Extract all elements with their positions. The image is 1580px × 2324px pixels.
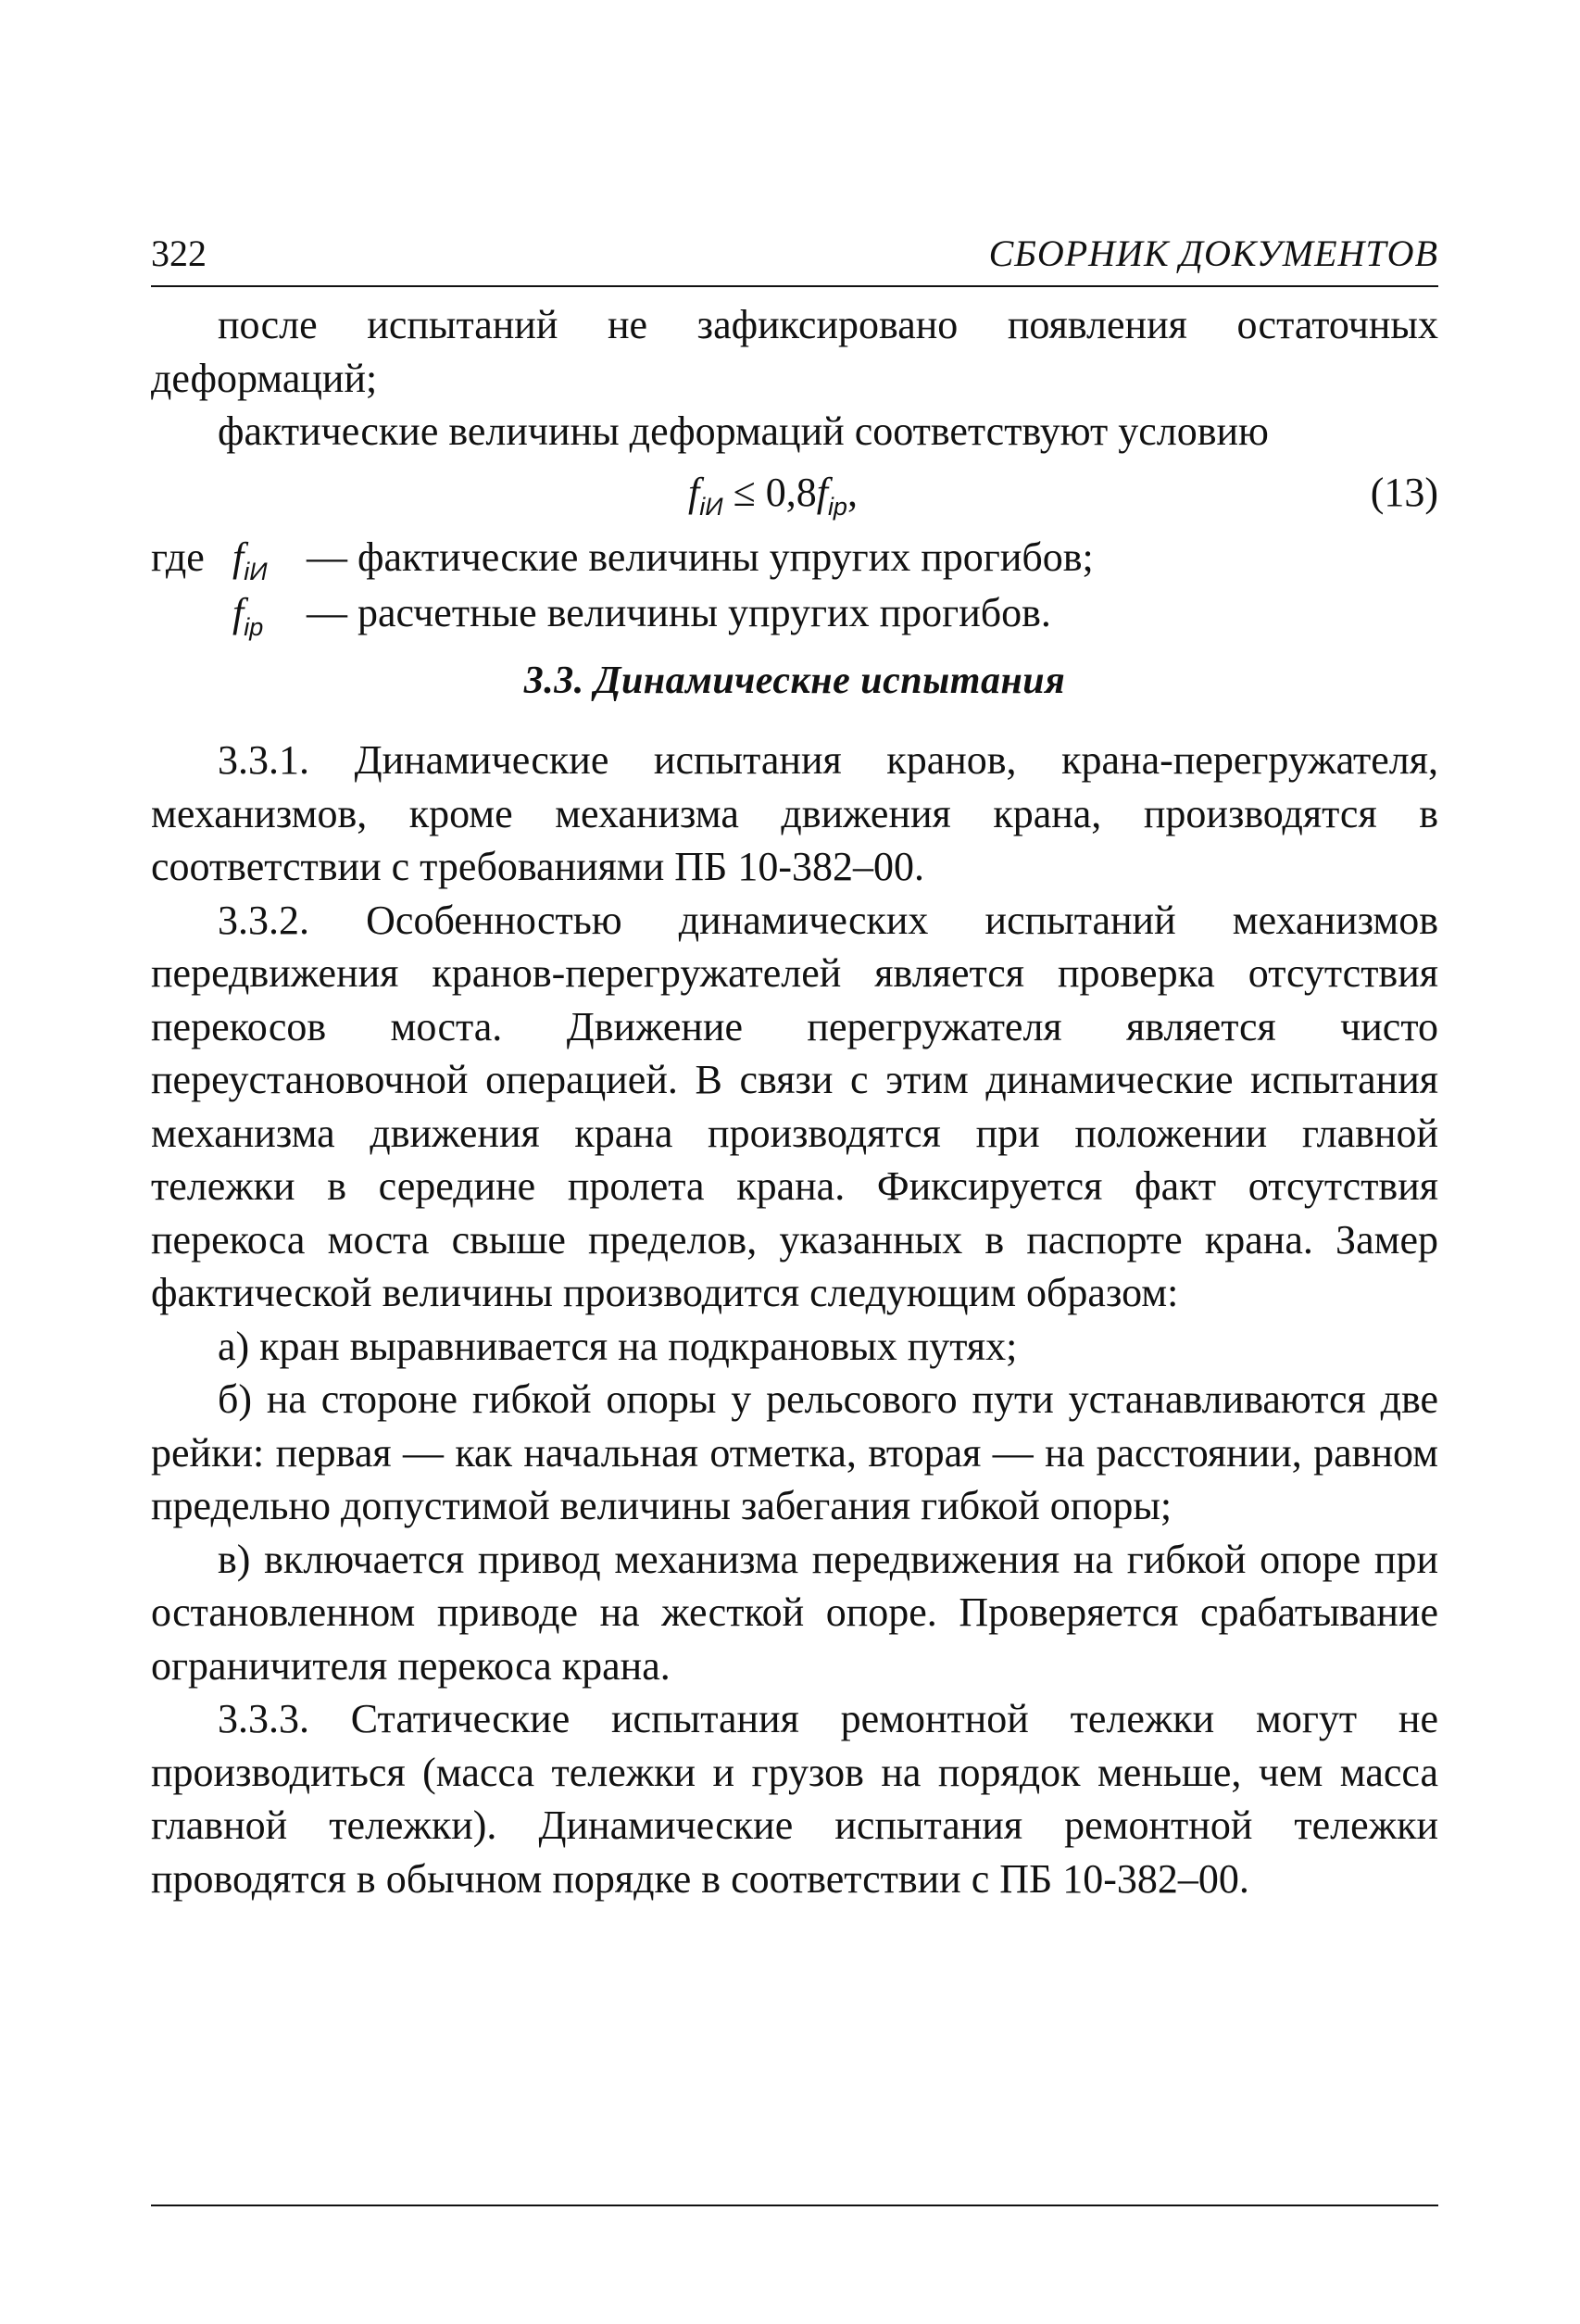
formula-symbol: f xyxy=(816,469,828,515)
page-number: 322 xyxy=(151,232,207,274)
footer-rule xyxy=(151,2205,1438,2206)
definition-lead: где xyxy=(151,534,205,580)
list-item: б) на стороне гибкой опоры у рельсового пути устанавливаются две рейки: первая — как начальная отметка, вторая — на расстоянии, равном предельно допустимой величины забегания гибкой опоры; xyxy=(151,1376,1438,1528)
body-text xyxy=(151,298,1438,1905)
paragraph: 3.3.1. Динамические испытания кранов, крана-перегружателя, механизмов, кроме механизма движения крана, производятся в соответствии с требованиями ПБ 10-382–00. xyxy=(151,737,1438,889)
formula-subscript: iИ xyxy=(699,492,723,521)
paragraph: 3.3.3. Статические испытания ремонтной тележки могут не производиться (масса тележки и грузов на порядок меньше, чем масса главной тележки). Динамические испытания ремонтной тележки проводятся в обычном порядке в соответствии с ПБ 10-382–00. xyxy=(151,1696,1438,1902)
formula-line xyxy=(151,459,1438,531)
definitions xyxy=(151,531,1438,642)
paragraph: после испытаний не зафиксировано появления остаточных деформаций; xyxy=(151,302,1438,401)
definition-text: — расчетные величины упругих прогибов. xyxy=(307,589,1051,635)
list-item: в) включается привод механизма передвижения на гибкой опоре при остановленном приводе на жесткой опоре. Проверяется срабатывание ограничителя перекоса крана. xyxy=(151,1536,1438,1689)
symbol-letter: f xyxy=(232,589,245,635)
definition-symbol xyxy=(232,531,307,590)
running-head: СБОРНИК ДОКУМЕНТОВ xyxy=(988,232,1438,274)
formula-relation: ≤ 0,8 xyxy=(722,469,817,515)
definition-text: — фактические величины упругих прогибов; xyxy=(307,534,1094,580)
list-item: а) кран выравнивается на подкрановых путях; xyxy=(218,1323,1018,1369)
symbol-subscript: iИ xyxy=(244,557,268,585)
section-heading: 3.3. Динамическне испытания xyxy=(523,659,1066,702)
formula-symbol: f xyxy=(688,469,700,515)
page-header xyxy=(151,230,1438,287)
paragraph: фактические величины деформаций соответствуют условию xyxy=(218,408,1269,454)
paragraph: 3.3.2. Особенностью динамических испытаний механизмов передвижения кранов-перегружателей является проверка отсутствия перекосов моста. Движение перегружателя является чисто переустановочной операцией. В связи с этим динамические испытания механизма движения крана производятся при положении главной тележки в середине пролета крана. Фиксируется факт отсутствия перекоса моста свыше пределов, указанных в паспорте крана. Замер фактической величины производится следующим образом: xyxy=(151,897,1438,1315)
symbol-letter: f xyxy=(232,534,245,580)
formula-number: (13) xyxy=(1370,469,1438,515)
formula-subscript: iр xyxy=(827,492,847,521)
symbol-subscript: iр xyxy=(244,612,264,641)
formula-trail: , xyxy=(846,469,858,515)
formula xyxy=(688,466,858,525)
definition-row xyxy=(151,586,1438,642)
definition-row xyxy=(151,531,1438,586)
definition-symbol xyxy=(232,586,307,646)
